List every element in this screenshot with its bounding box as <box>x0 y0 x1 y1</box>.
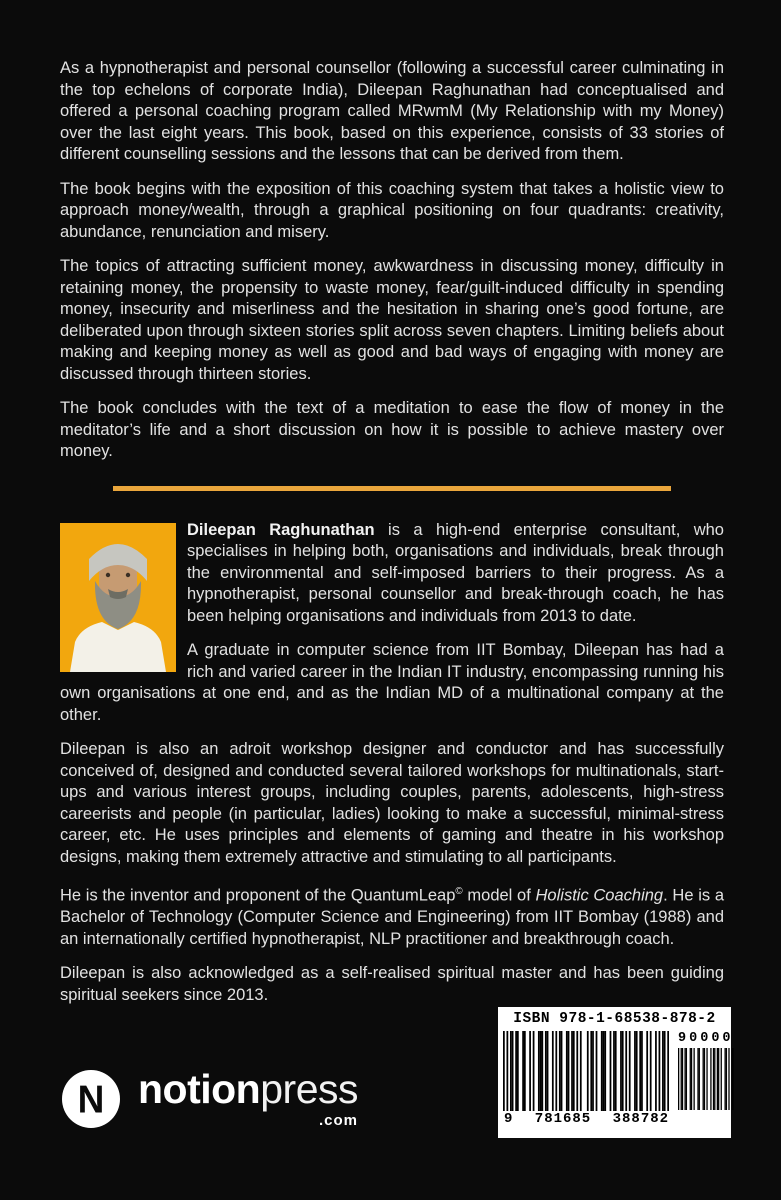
notionpress-logo <box>62 1066 358 1129</box>
synopsis-paragraph-4: The book concludes with the text of a meditation to ease the flow of money in the meditator’s life and a short discussion on how it is possible to achieve mastery over money. <box>60 399 724 460</box>
barcode-digits: 9 781685 388782 <box>504 1111 670 1127</box>
notionpress-n-icon: N <box>62 1070 120 1128</box>
isbn-barcode <box>498 1007 734 1138</box>
divider-rule <box>113 486 671 491</box>
synopsis-paragraph-1: As a hypnotherapist and personal counsellor (following a successful career culminating in the top echelons of corporate India), Dileepan Raghunathan had conceptualised and offered a personal coaching program called MRwmM (My Relationship with my Money) over the last eight years. This book, based on this experience, consists of 33 stories of different counselling sessions and the lessons that can be derived from them. <box>60 59 724 163</box>
book-title-reference: Holistic Coaching <box>535 886 664 905</box>
trademark-symbol: © <box>455 886 463 897</box>
synopsis-paragraph-2: The book begins with the exposition of this coaching system that takes a holistic view to approach money/wealth, through a graphical positioning on four quadrants: creativity, abundance, renunciation and misery. <box>60 179 724 241</box>
publisher-domain: .com <box>318 1112 358 1129</box>
author-bio-paragraph-4: He is the inventor and proponent of the QuantumLeap© model of Holistic Coaching. He is a Bachelor of Technology (Computer Science and Engineering) from IIT Bombay (1988) and an internationally certified hypnotherapist, NLP practitioner and breakthrough coach. <box>60 886 724 948</box>
author-bio-paragraph-3: Dileepan is also an adroit workshop designer and conductor and has successfully conceived of, designed and conducted several tailored workshops for multinationals, start-ups and various interest groups, including couples, parents, adolescents, high-stress careerists and people (in particular, ladies) looking to make a successful, minimal-stress career, etc. He uses principles and elements of gaming and theatre in his workshop designs, making them extremely attractive and stimulating to all participants. <box>60 740 724 866</box>
author-portrait-illustration <box>60 523 176 672</box>
back-cover-text <box>60 58 724 1019</box>
author-bio-paragraph-1: Dileepan Raghunathan is a high-end enterprise consultant, who specialises in helping both, organisations and individuals, break through the environmental and self-imposed barriers to their progress. As a hypnotherapist, personal counsellor and break-through coach, he has been helping organisations and individuals from 2013 to date. <box>187 520 724 625</box>
isbn-number: ISBN 978-1-68538-878-2 <box>513 1011 716 1027</box>
author-bio-paragraph-2: A graduate in computer science from IIT Bombay, Dileepan has had a rich and varied career in the Indian IT industry, encompassing running his own organisations at one end, and as the Indian MD of a multinational company at the other. <box>60 641 724 724</box>
author-bio-section <box>60 520 724 1020</box>
barcode-addon-bars <box>678 1048 734 1110</box>
publisher-wordmark: notionpress <box>138 1066 358 1112</box>
author-photo <box>60 523 176 672</box>
barcode-price-code: 90000 <box>678 1031 734 1046</box>
author-name: Dileepan Raghunathan <box>187 520 375 539</box>
synopsis-paragraph-3: The topics of attracting sufficient money, awkwardness in discussing money, difficulty in retaining money, the propensity to waste money, fear/guilt-induced difficulty in spending money, insecurity and miserliness and the hesitation in sharing one’s good fortune, are deliberated upon through sixteen stories split across seven chapters. Limiting beliefs about making and keeping money as well as good and bad ways of engaging with money are discussed through thirteen stories. <box>60 257 724 383</box>
author-bio-paragraph-5: Dileepan is also acknowledged as a self-realised spiritual master and has been guiding spiritual seekers since 2013. <box>60 964 724 1004</box>
barcode-bars <box>503 1031 669 1111</box>
